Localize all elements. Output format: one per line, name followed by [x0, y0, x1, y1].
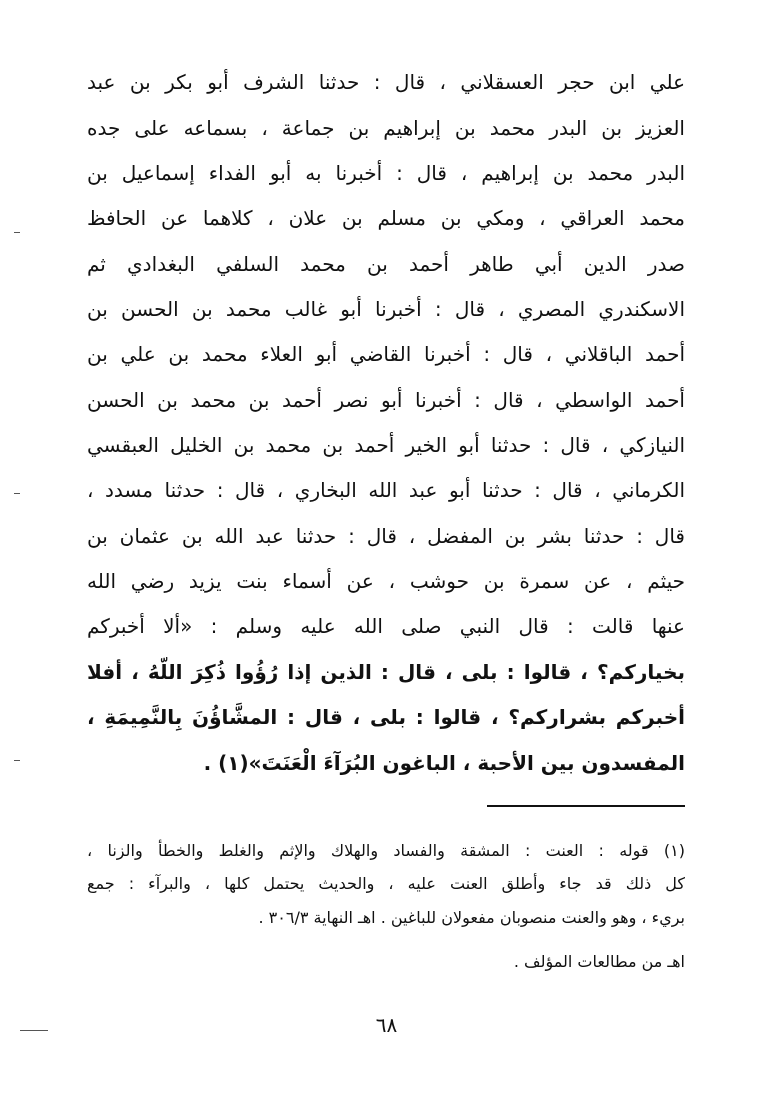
body-line: صدر الدين أبي طاهر أحمد بن محمد السلفي البغدادي ثم: [87, 252, 685, 276]
body-line: أحمد الواسطي ، قال : أخبرنا أبو نصر أحمد بن محمد بن الحسن: [87, 388, 685, 412]
body-line: أخبركم بشراركم؟ ، قالوا : بلى ، قال : المشَّاؤُنَ بِالنَّمِيمَةِ ،: [87, 705, 685, 729]
body-line: النيازكي ، قال : حدثنا أبو الخير أحمد بن محمد بن الخليل العبقسي: [87, 433, 685, 457]
body-line: بخياركم؟ ، قالوا : بلى ، قال : الذين إذا رُؤُوا ذُكِرَ اللَّهُ ، أفلا: [87, 660, 685, 684]
footnote-line: (١) قوله : العنت : المشقة والفساد والهلاك والإثم والغلط والخطأ والزنا ،: [87, 841, 685, 860]
body-line: المفسدون بين الأحبة ، الباغون البُرَآءَ الْعَنَتَ»(١) .: [203, 751, 685, 775]
margin-mark: [14, 760, 20, 761]
body-line: العزيز بن البدر محمد بن إبراهيم بن جماعة ، بسماعه على جده: [87, 116, 685, 140]
body-line: البدر محمد بن إبراهيم ، قال : أخبرنا به أبو الفداء إسماعيل بن: [87, 161, 685, 185]
margin-mark: [14, 232, 20, 233]
body-line: محمد العراقي ، ومكي بن مسلم بن علان ، كلاهما عن الحافظ: [87, 206, 685, 230]
body-line: قال : حدثنا بشر بن المفضل ، قال : حدثنا عبد الله بن عثمان بن: [87, 524, 685, 548]
body-line: حيثم ، عن سمرة بن حوشب ، عن أسماء بنت يزيد رضي الله: [87, 569, 685, 593]
body-line: علي ابن حجر العسقلاني ، قال : حدثنا الشرف أبو بكر بن عبد: [87, 70, 685, 94]
page-number: ٦٨: [375, 1013, 398, 1037]
footnote-separator: [487, 805, 685, 807]
footnote-line: كل ذلك قد جاء وأطلق العنت عليه ، والحديث يحتمل كلها ، والبرآء : جمع: [87, 874, 685, 893]
body-line: عنها قالت : قال النبي صلى الله عليه وسلم : «ألا أخبركم: [87, 614, 685, 638]
margin-mark: [14, 493, 20, 494]
footnote-line: اهـ من مطالعات المؤلف .: [513, 952, 685, 971]
body-line: الاسكندري المصري ، قال : أخبرنا أبو غالب محمد بن الحسن بن: [87, 297, 685, 321]
margin-mark: [20, 1030, 48, 1031]
body-line: الكرماني ، قال : حدثنا أبو عبد الله البخاري ، قال : حدثنا مسدد ،: [87, 478, 685, 502]
body-line: أحمد الباقلاني ، قال : أخبرنا القاضي أبو العلاء محمد بن علي بن: [87, 342, 685, 366]
footnote-line: بريء ، وهو والعنت منصوبان مفعولان للباغين . اهـ النهاية ٣٠٦/٣ .: [258, 908, 685, 927]
